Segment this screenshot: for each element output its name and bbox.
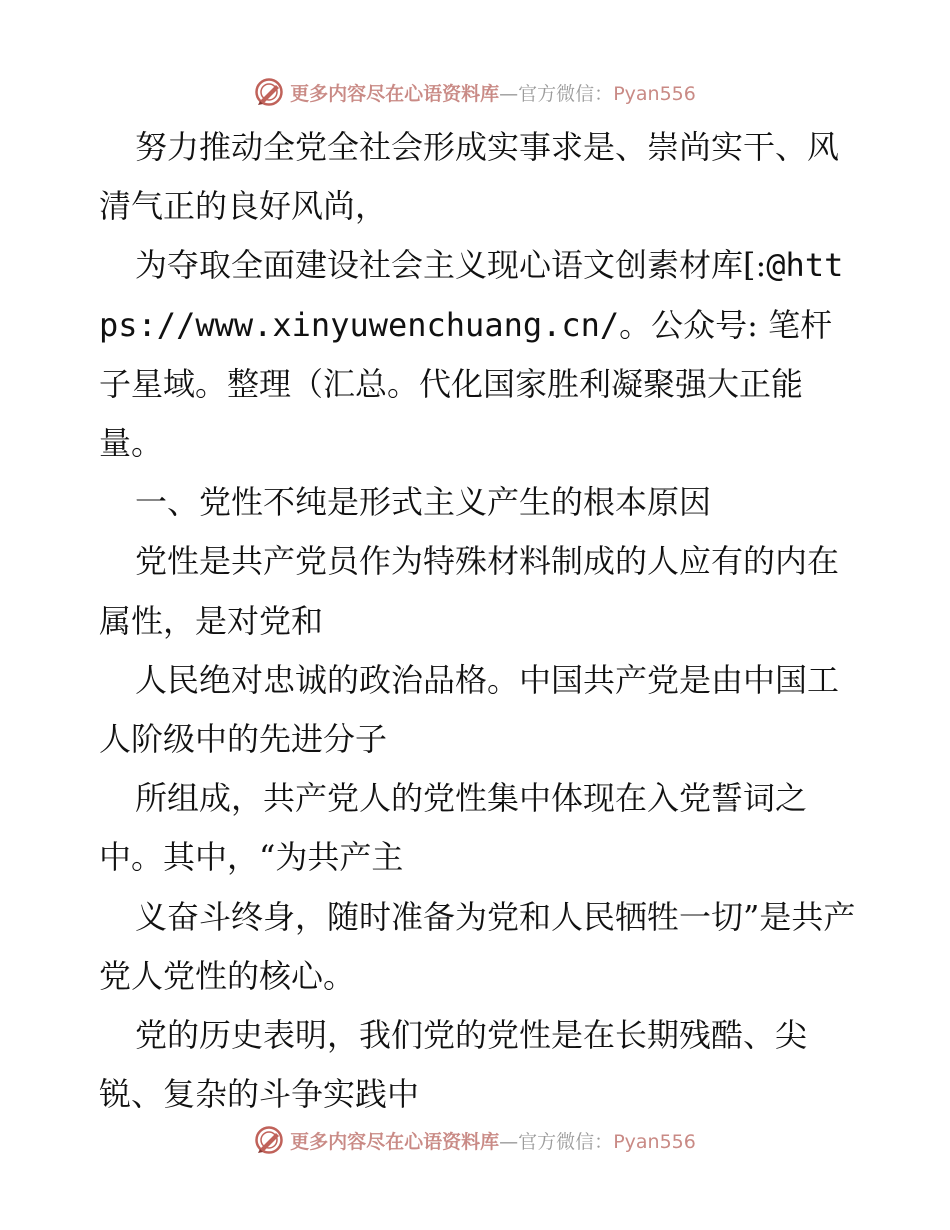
document-body <box>99 118 859 1124</box>
pen-logo-icon <box>254 1125 284 1155</box>
pen-logo-icon <box>254 77 284 107</box>
paragraph-8: 党的历史表明，我们党的党性是在长期残酷、尖锐、复杂的斗争实践中 <box>99 1016 808 1114</box>
header-watermark-dash: — <box>499 82 519 105</box>
paragraph-4: 党性是共产党员作为特殊材料制成的人应有的内在属性，是对党和 <box>99 542 840 640</box>
paragraph-7: 义奋斗终身，随时准备为党和人民牺牲一切”是共产党人党性的核心。 <box>99 897 856 995</box>
header-watermark-banner <box>0 72 950 112</box>
paragraph-2-text-a: 为夺取全面建设社会主义现心语文创素材库[: <box>135 246 767 285</box>
footer-watermark-dash: — <box>499 1130 519 1153</box>
footer-watermark-official: 官方微信： <box>518 1130 614 1153</box>
header-watermark-id: Pyan556 <box>613 82 696 105</box>
footer-watermark-id: Pyan556 <box>613 1130 696 1153</box>
paragraph-2-text-b: 。公众号: 笔杆子星域。整理（汇总。代化国家胜利凝聚强大正能量。 <box>99 305 833 463</box>
paragraph-6: 所组成，共产党人的党性集中体现在入党誓词之中。其中，“为共产主 <box>99 779 808 877</box>
paragraph-2-url: @https://www.xinyuwenchuang.cn/ <box>99 246 844 344</box>
footer-watermark-main: 更多内容尽在心语资料库 <box>290 1130 500 1153</box>
header-watermark-main: 更多内容尽在心语资料库 <box>290 82 500 105</box>
header-watermark-official: 官方微信： <box>518 82 614 105</box>
paragraph-5: 人民绝对忠诚的政治品格。中国共产党是由中国工人阶级中的先进分子 <box>99 660 840 759</box>
footer-watermark-banner <box>0 1120 950 1160</box>
paragraph-1: 努力推动全党全社会形成实事求是、崇尚实干、风清气正的良好风尚， <box>99 128 840 226</box>
paragraph-2 <box>99 236 859 473</box>
header-watermark-text <box>290 79 696 106</box>
section-heading: 一、党性不纯是形式主义产生的根本原因 <box>135 483 712 522</box>
footer-watermark-text <box>290 1127 696 1154</box>
